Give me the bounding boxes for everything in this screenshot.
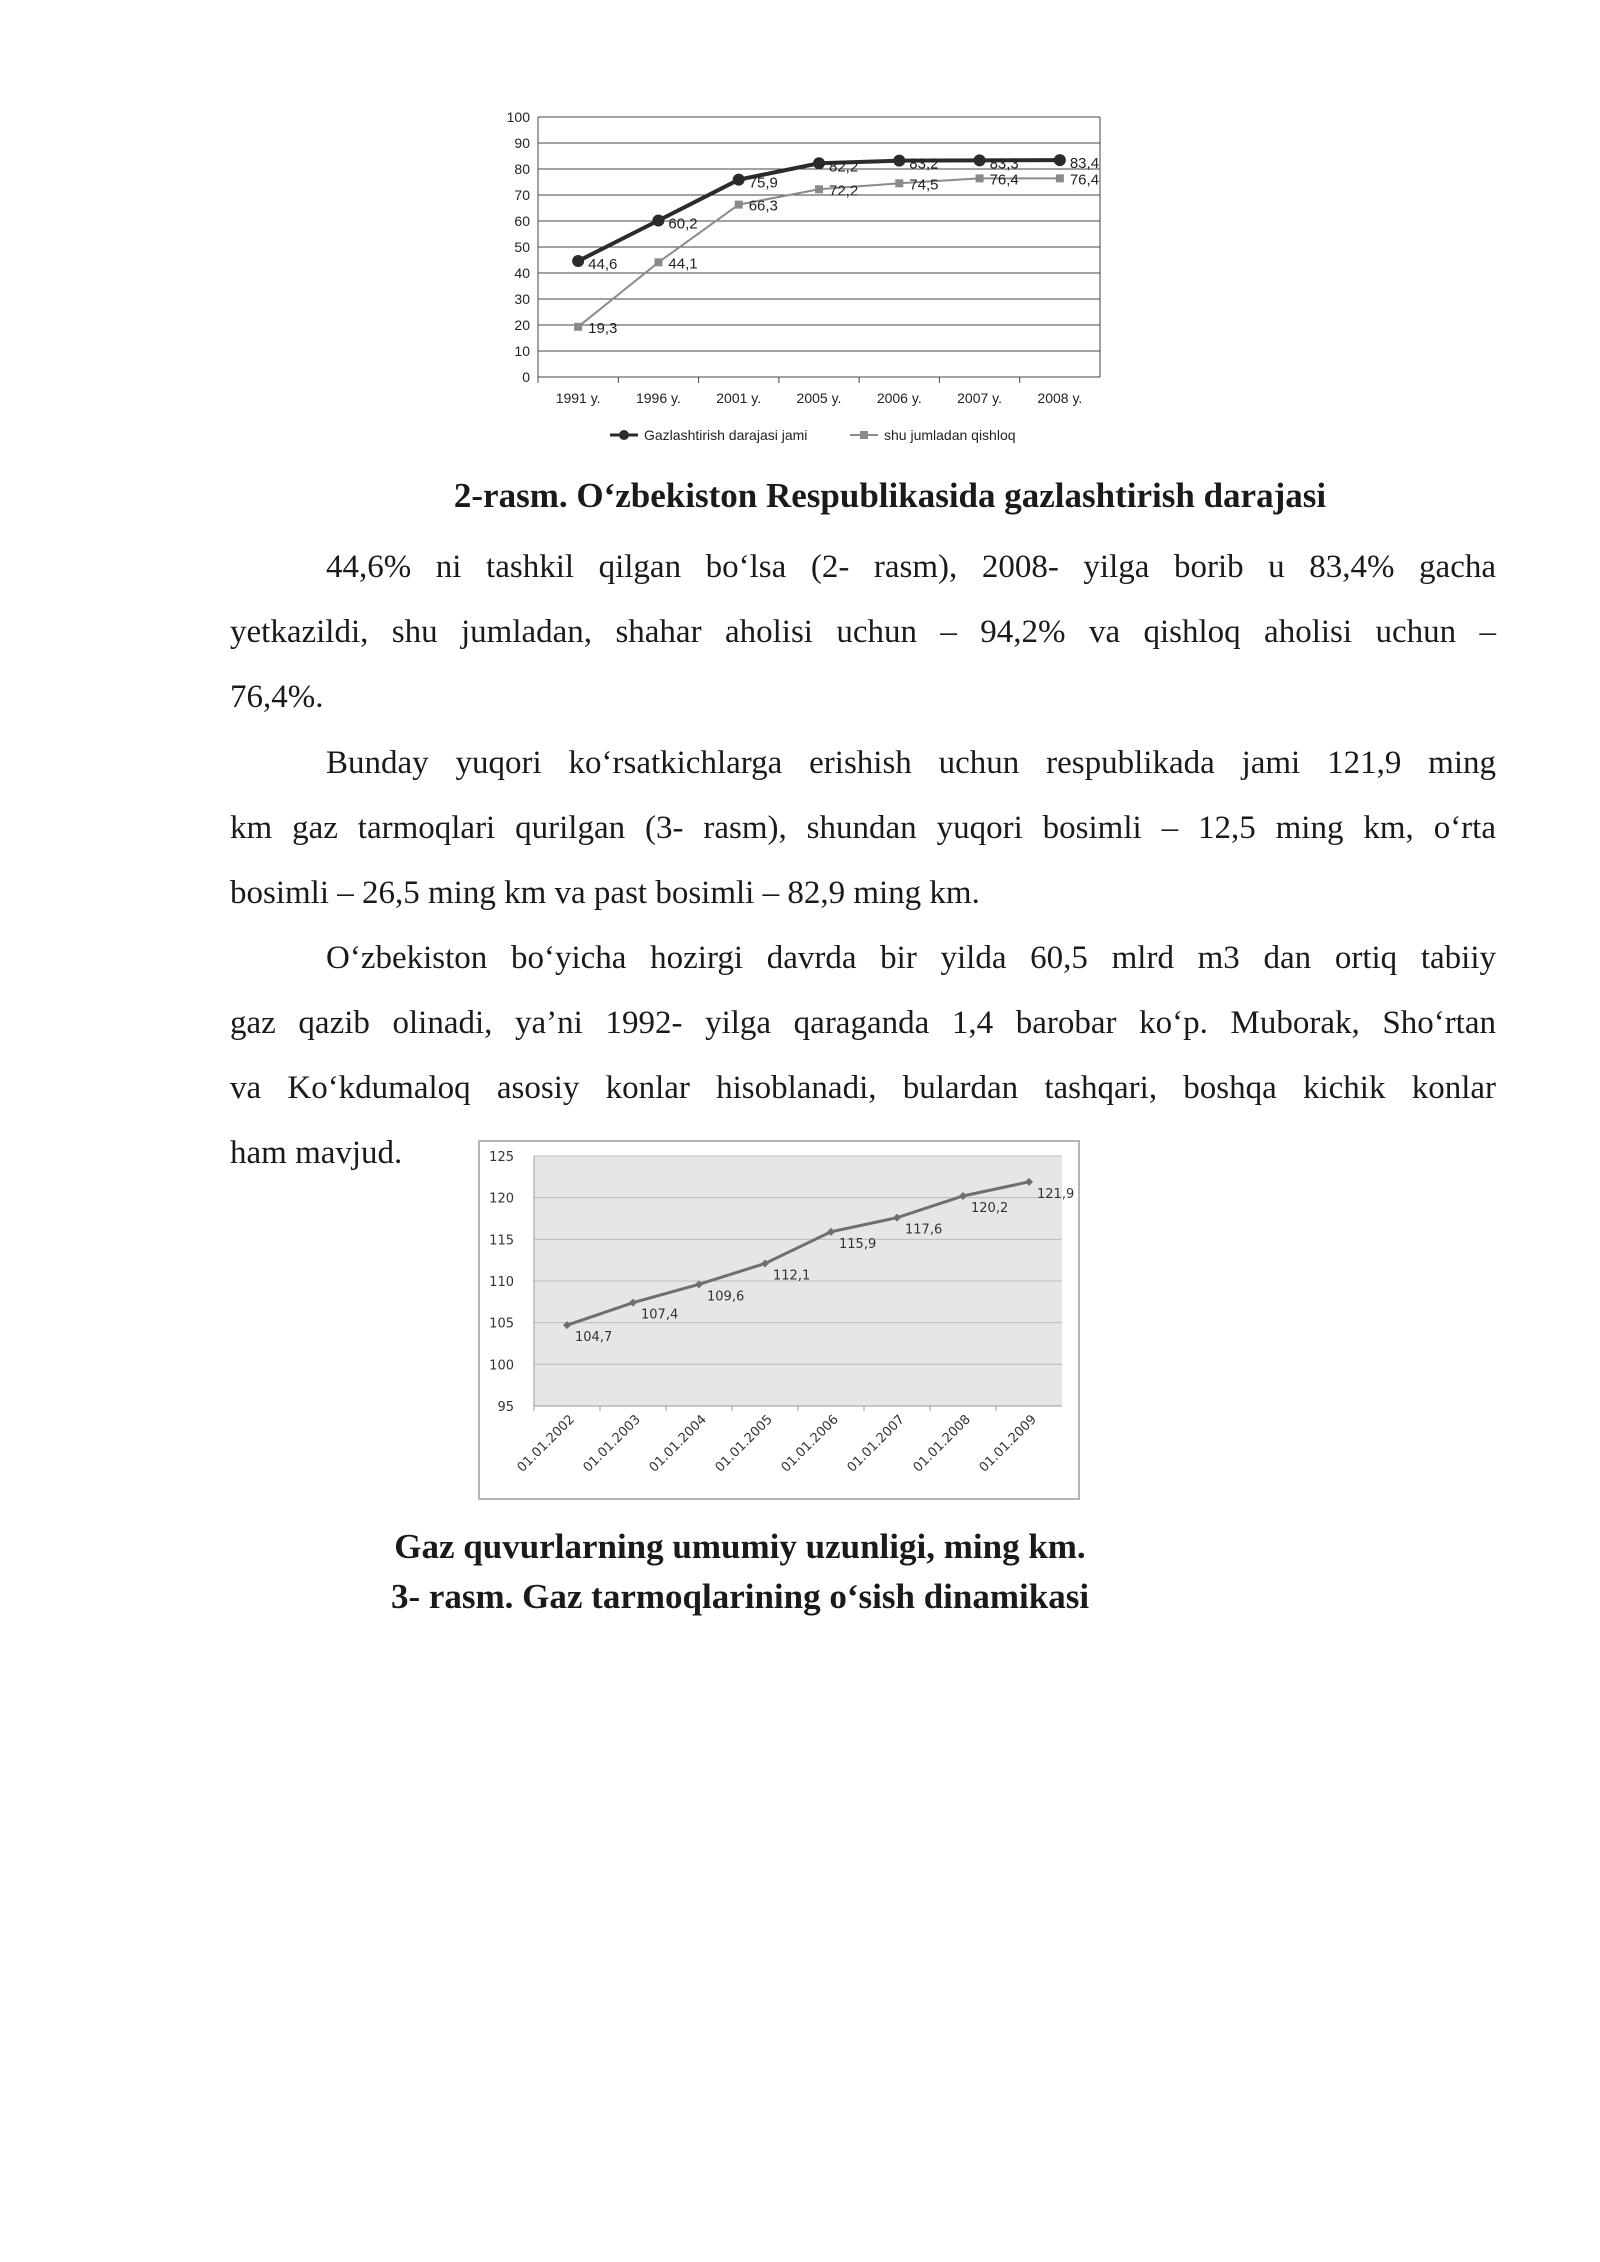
data-point [735, 201, 743, 209]
series-line [578, 178, 1060, 326]
gasification-level-chart-svg [490, 105, 1110, 455]
y-tick-label: 80 [514, 161, 530, 177]
legend-marker [860, 431, 868, 439]
y-tick-label: 105 [489, 1316, 514, 1332]
x-tick-label: 2008 y. [1037, 390, 1083, 406]
y-tick-label: 125 [489, 1150, 514, 1165]
data-label: 83,2 [909, 155, 939, 173]
x-tick-label: 1996 y. [635, 390, 681, 406]
x-tick-label: 01.01.2006 [778, 1412, 842, 1476]
y-tick-label: 100 [506, 109, 530, 125]
data-point [654, 258, 662, 266]
data-point [976, 174, 984, 182]
paragraph-1 [230, 535, 1496, 730]
y-tick-label: 0 [522, 369, 530, 385]
pipeline-length-chart [478, 1140, 1080, 1500]
x-tick-label: 2007 y. [957, 390, 1003, 406]
legend-marker [619, 430, 629, 440]
data-label: 60,2 [668, 215, 698, 233]
data-label: 83,4 [1069, 155, 1100, 173]
pipeline-length-chart-svg [478, 1140, 1080, 1500]
figure-3-caption-line-1: Gaz quvurlarning umumiy uzunligi, ming km. [394, 1527, 1086, 1566]
data-label: 120,2 [971, 1201, 1009, 1216]
gasification-level-chart [490, 105, 1110, 455]
y-tick-label: 40 [514, 265, 530, 281]
paragraph-3-line-4: ham mavjud. [230, 1135, 403, 1171]
data-label: 115,9 [839, 1236, 877, 1252]
data-label: 44,6 [588, 256, 618, 274]
paragraph-3-line-2: gaz qazib olinadi, ya’ni 1992- yilga qaraganda 1,4 barobar ko‘p. Muborak, Sho‘rtan [230, 1005, 1496, 1041]
paragraph-1-line-3: 76,4%. [230, 679, 324, 715]
y-tick-label: 30 [514, 291, 530, 307]
figure-2-caption: 2-rasm. O‘zbekiston Respublikasida gazlashtirish darajasi [453, 476, 1327, 515]
data-point [733, 174, 745, 186]
figure-3-caption-line-2: 3- rasm. Gaz tarmoqlarining o‘sish dinamikasi [390, 1577, 1090, 1616]
data-point [974, 154, 986, 166]
y-tick-label: 70 [514, 187, 530, 203]
x-tick-label: 01.01.2003 [580, 1412, 644, 1476]
data-label: 109,6 [707, 1289, 745, 1305]
data-point [893, 155, 905, 167]
data-label: 72,2 [829, 182, 859, 200]
y-tick-label: 10 [514, 343, 530, 359]
data-label: 104,7 [575, 1330, 613, 1346]
paragraph-2 [230, 731, 1496, 926]
y-tick-label: 60 [514, 213, 530, 229]
x-tick-label: 01.01.2009 [976, 1412, 1040, 1476]
x-tick-label: 2005 y. [796, 390, 842, 406]
data-label: 121,9 [1037, 1186, 1075, 1202]
data-point [815, 185, 823, 193]
paragraph-3-line-3: va Ko‘kdumaloq asosiy konlar hisoblanadi, bulardan tashqari, boshqa kichik konlar [230, 1070, 1496, 1106]
data-point [1056, 174, 1064, 182]
x-tick-label: 01.01.2008 [910, 1412, 974, 1476]
paragraph-2-line-2: km gaz tarmoqlari qurilgan (3- rasm), shundan yuqori bosimli – 12,5 ming km, o‘rta [230, 810, 1496, 846]
data-point [652, 214, 664, 226]
data-label: 19,3 [588, 319, 618, 337]
data-label: 74,5 [909, 176, 939, 194]
series-line [578, 160, 1060, 261]
y-tick-label: 120 [489, 1191, 514, 1207]
y-tick-label: 95 [497, 1400, 514, 1415]
y-tick-label: 110 [489, 1275, 514, 1290]
x-tick-label: 01.01.2004 [646, 1412, 710, 1476]
legend-label: Gazlashtirish darajasi jami [644, 427, 808, 443]
data-label: 76,4 [1069, 171, 1100, 189]
x-tick-label: 2006 y. [876, 390, 922, 406]
y-tick-label: 90 [514, 135, 530, 151]
figure-3-caption [290, 1522, 1190, 1622]
data-point [574, 323, 582, 331]
data-point [572, 255, 584, 267]
y-tick-label: 100 [489, 1358, 514, 1374]
y-tick-label: 115 [489, 1233, 514, 1249]
data-label: 117,6 [905, 1222, 943, 1238]
data-label: 112,1 [773, 1268, 811, 1284]
data-label: 75,9 [748, 174, 778, 192]
paragraph-2-line-1: Bunday yuqori ko‘rsatkichlarga erishish uchun respublikada jami 121,9 ming [326, 745, 1496, 781]
x-tick-label: 01.01.2002 [514, 1412, 578, 1476]
data-label: 44,1 [668, 255, 698, 273]
x-tick-label: 2001 y. [716, 390, 762, 406]
data-label: 66,3 [748, 197, 778, 215]
y-tick-label: 50 [514, 239, 530, 255]
data-point [1054, 154, 1066, 166]
data-point [895, 179, 903, 187]
data-label: 107,4 [641, 1307, 679, 1323]
legend-label: shu jumladan qishloq [884, 427, 1016, 443]
y-tick-label: 20 [514, 317, 530, 333]
x-tick-label: 01.01.2005 [712, 1412, 776, 1476]
x-tick-label: 1991 y. [555, 390, 601, 406]
paragraph-1-line-2: yetkazildi, shu jumladan, shahar aholisi uchun – 94,2% va qishloq aholisi uchun – [230, 614, 1496, 650]
data-label: 83,3 [989, 155, 1019, 173]
data-label: 76,4 [989, 171, 1019, 189]
paragraph-2-line-3: bosimli – 26,5 ming km va past bosimli – 82,9 ming km. [230, 875, 980, 911]
paragraph-1-line-1: 44,6% ni tashkil qilgan bo‘lsa (2- rasm), 2008- yilga borib u 83,4% gacha [326, 549, 1496, 585]
data-label: 82,2 [829, 158, 859, 176]
paragraph-3-line-1: O‘zbekiston bo‘yicha hozirgi davrda bir yilda 60,5 mlrd m3 dan ortiq tabiiy [326, 940, 1496, 976]
data-point [813, 157, 825, 169]
x-tick-label: 01.01.2007 [844, 1412, 908, 1476]
